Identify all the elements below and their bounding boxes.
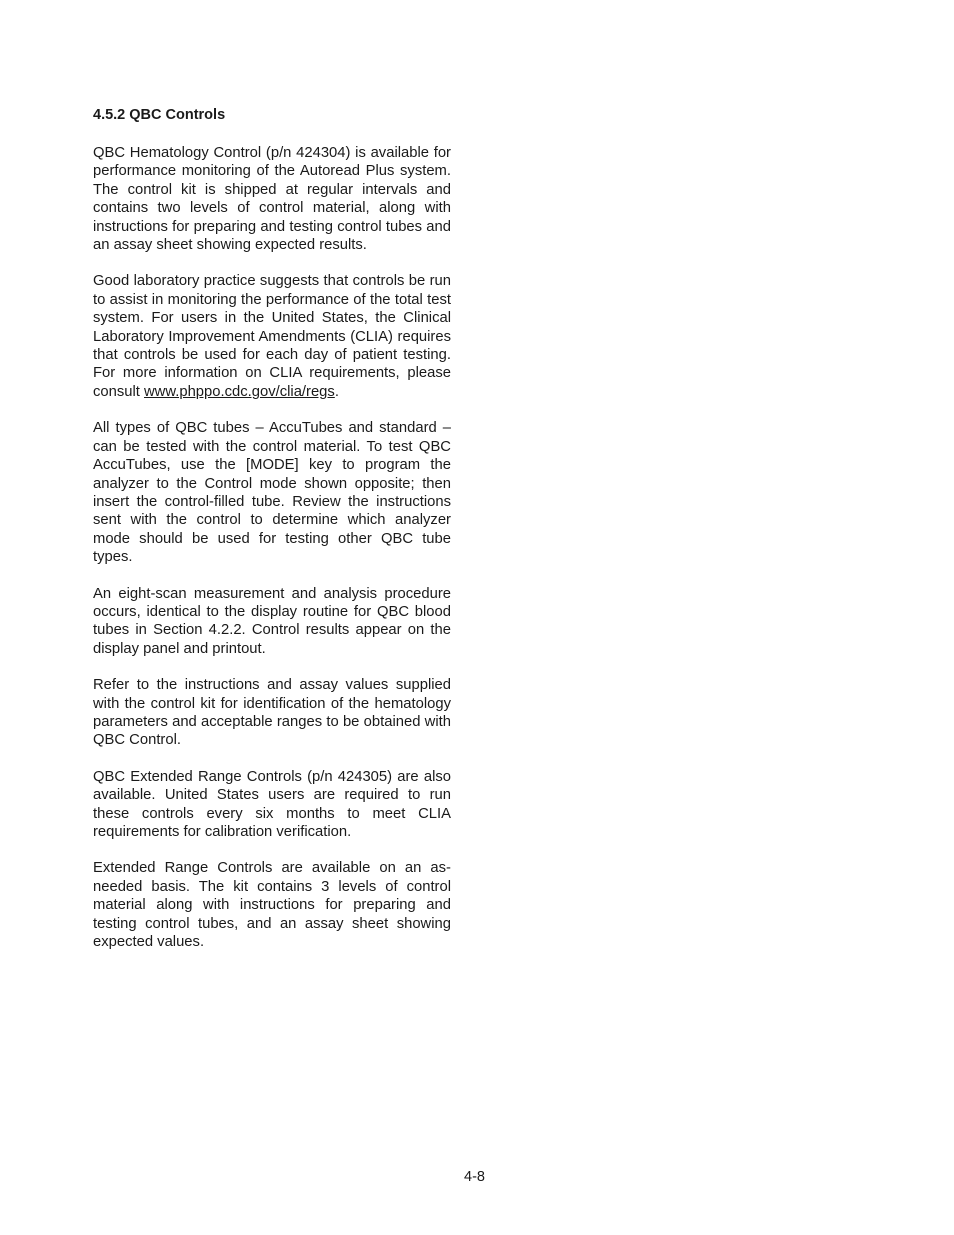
paragraph-assay-values: Refer to the instructions and assay values supplied with the control kit for identification of the hematology parameters and acceptable ranges to be obtained with QBC Control. [93,677,451,749]
text-column [93,105,451,969]
clia-regs-link[interactable]: www.phppo.cdc.gov/clia/regs [144,383,335,400]
paragraph-text: Good laboratory practice suggests that controls be run to assist in monitoring the performance of the total test system. For users in the United States, the Clinical Laboratory Improvement Amendments (CLIA) requires that controls be used for each day of patient testing. For more information on CLIA requirements, please consult [93,273,451,400]
page-number: 4-8 [464,1169,485,1185]
paragraph-extended-range: QBC Extended Range Controls (p/n 424305) are also available. United States users are required to run these controls every six months to meet CLIA requirements for calibration verification. [93,768,451,840]
paragraph-hematology-control: QBC Hematology Control (p/n 424304) is available for performance monitoring of the Autoread Plus system. The control kit is shipped at regular intervals and contains two levels of control material, along with instructions for preparing and testing control tubes and an assay sheet showing expected results. [93,145,451,254]
paragraph-tube-types: All types of QBC tubes – AccuTubes and standard – can be tested with the control material. To test QBC AccuTubes, use the [MODE] key to program the analyzer to the Control mode shown opposite; then insert the control-filled tube. Review the instructions sent with the control to determine which analyzer mode should be used for testing other QBC tube types. [93,420,451,566]
paragraph-text-end: . [334,383,339,400]
paragraph-eight-scan: An eight-scan measurement and analysis procedure occurs, identical to the display routine for QBC blood tubes in Section 4.2.2. Control results appear on the display panel and printout. [93,585,451,657]
section-heading: 4.5.2 QBC Controls [93,107,226,123]
paragraph-good-lab-practice [93,272,451,401]
paragraph-extended-range-kit: Extended Range Controls are available on an as-needed basis. The kit contains 3 levels of control material along with instructions for preparing and testing control tubes, and an assay sheet showing expected values. [93,860,451,951]
